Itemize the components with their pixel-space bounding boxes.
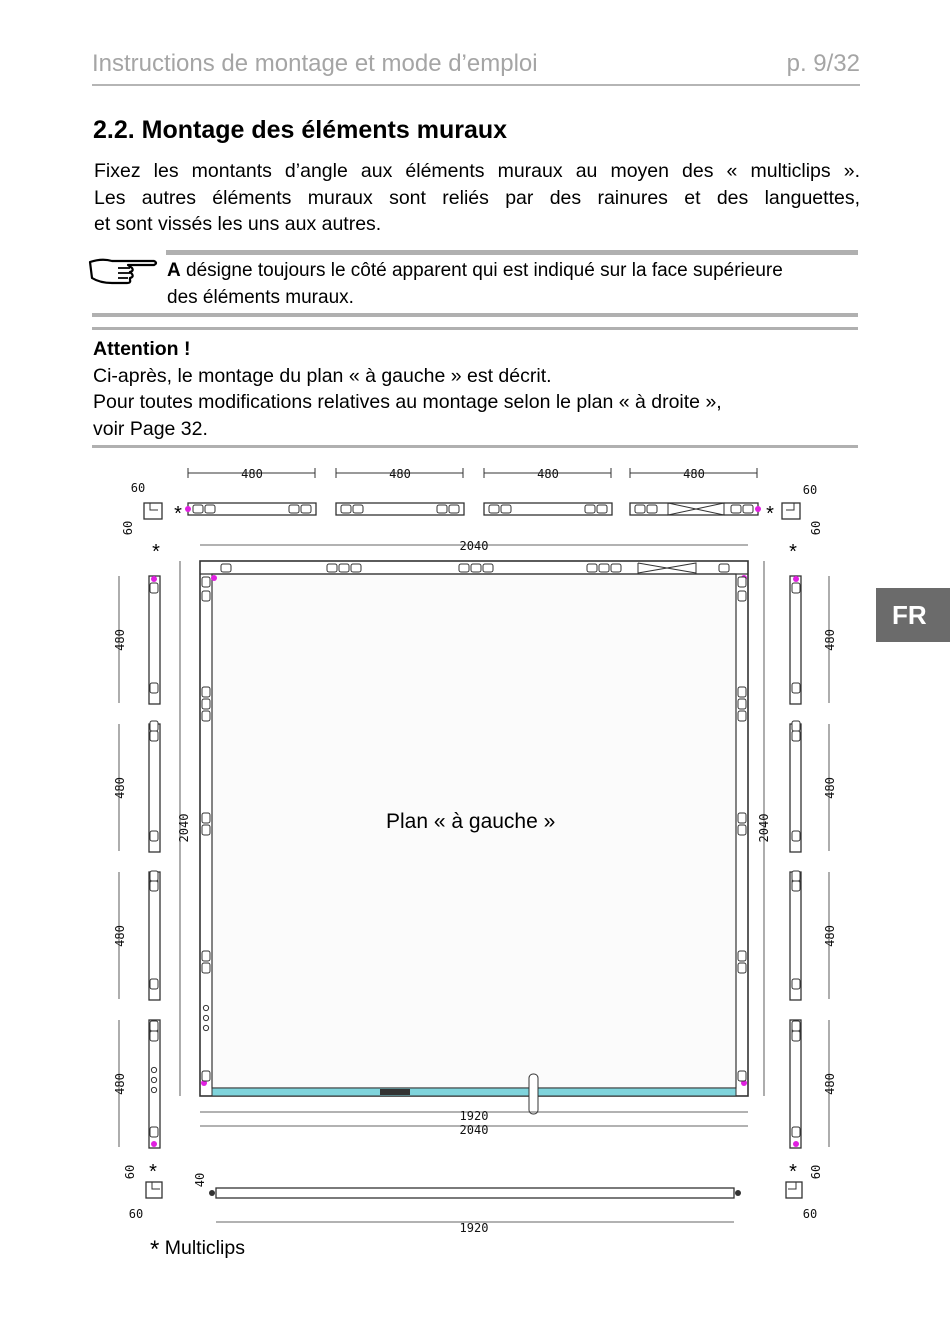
tenon xyxy=(301,505,311,513)
tenon xyxy=(150,731,158,741)
attention-title: Attention ! xyxy=(93,338,191,360)
dimension-label: 1920 xyxy=(459,1221,489,1235)
tenon xyxy=(738,687,746,697)
dimension-label: 480 xyxy=(113,777,127,799)
dimension-label: 60 xyxy=(130,481,146,495)
crossed-panel xyxy=(668,503,724,515)
tenon xyxy=(202,825,210,835)
tenon xyxy=(647,505,657,513)
tenon xyxy=(792,583,800,593)
screw-hole xyxy=(203,1015,208,1020)
dimension-label: 480 xyxy=(823,925,837,947)
dimension-label: 60 xyxy=(802,1207,818,1221)
tenon xyxy=(150,831,158,841)
dimension-label: 480 xyxy=(389,467,411,481)
tenon xyxy=(150,871,158,881)
tenon xyxy=(635,505,645,513)
dimension-label: 40 xyxy=(193,1172,207,1188)
tenon xyxy=(202,963,210,973)
tenon xyxy=(459,564,469,572)
bar-end xyxy=(735,1190,741,1196)
dimension-label: 60 xyxy=(121,520,135,536)
tenon xyxy=(587,564,597,572)
tenon xyxy=(339,564,349,572)
corner-post xyxy=(786,1182,802,1198)
tenon xyxy=(221,564,231,572)
tenon xyxy=(792,979,800,989)
multiclip-star: * xyxy=(149,1161,157,1183)
paragraph-line: Les autres éléments muraux sont reliés par des rainures et des languettes, xyxy=(94,186,860,209)
section-heading: 2.2. Montage des éléments muraux xyxy=(93,116,508,144)
multiclip-star: * xyxy=(789,541,797,563)
tenon xyxy=(738,951,746,961)
corner-post xyxy=(782,503,800,519)
language-tab: FR xyxy=(876,588,950,642)
tenon xyxy=(205,505,215,513)
dimension-label: 60 xyxy=(809,1164,823,1180)
tenon xyxy=(193,505,203,513)
tenon xyxy=(611,564,621,572)
tenon xyxy=(738,963,746,973)
tenon xyxy=(341,505,351,513)
tenon xyxy=(150,721,158,731)
screw-hole xyxy=(203,1025,208,1030)
threshold-bar xyxy=(216,1188,734,1198)
tenon xyxy=(202,813,210,823)
multiclip-star: * xyxy=(789,1161,797,1183)
tenon xyxy=(792,1127,800,1137)
screw-hole xyxy=(151,1087,156,1092)
paragraph-line: Fixez les montants d’angle aux éléments muraux au moyen des « multiclips ». xyxy=(94,160,860,182)
note-bold-letter: A xyxy=(167,260,181,281)
tenon xyxy=(501,505,511,513)
tenon xyxy=(483,564,493,572)
tenon xyxy=(792,721,800,731)
tenon xyxy=(289,505,299,513)
multiclip-star: * xyxy=(766,503,774,525)
door-latch xyxy=(529,1074,538,1114)
tenon xyxy=(599,564,609,572)
corner-post xyxy=(144,503,162,519)
dimension-label: 480 xyxy=(113,1073,127,1095)
dimension-label: 480 xyxy=(683,467,705,481)
corner-post-profile xyxy=(152,1182,160,1189)
dimension-label: 480 xyxy=(823,777,837,799)
tenon xyxy=(738,577,746,587)
tenon xyxy=(489,505,499,513)
tenon xyxy=(792,1031,800,1041)
tenon xyxy=(792,1021,800,1031)
legend xyxy=(150,1236,245,1264)
tenon xyxy=(597,505,607,513)
dimension-label: 60 xyxy=(809,520,823,536)
dimension-label: 2040 xyxy=(459,539,489,553)
dimension-label: 480 xyxy=(113,629,127,651)
corner-post-profile xyxy=(786,503,794,510)
tenon xyxy=(202,591,210,601)
screw-hole xyxy=(203,1005,208,1010)
multiclip-marker xyxy=(211,575,217,581)
tenon xyxy=(150,1127,158,1137)
tenon xyxy=(202,699,210,709)
tenon xyxy=(792,871,800,881)
tenon xyxy=(202,1071,210,1081)
page-number: p. 9/32 xyxy=(786,50,860,77)
multiclip-marker xyxy=(185,506,191,512)
tenon xyxy=(792,731,800,741)
crossed-panel xyxy=(638,563,696,573)
dimension-label: 480 xyxy=(823,1073,837,1095)
tenon xyxy=(585,505,595,513)
tenon xyxy=(792,831,800,841)
tenon xyxy=(471,564,481,572)
dimension-label: 480 xyxy=(537,467,559,481)
tenon xyxy=(738,699,746,709)
tenon xyxy=(150,683,158,693)
dimension-label: 1920 xyxy=(459,1109,489,1123)
tenon xyxy=(202,951,210,961)
multiclip-marker xyxy=(793,1141,799,1147)
bar-end xyxy=(209,1190,215,1196)
multiclip-marker xyxy=(151,576,157,582)
tenon xyxy=(738,1071,746,1081)
tenon xyxy=(150,881,158,891)
tenon xyxy=(743,505,753,513)
plan-label: Plan « à gauche » xyxy=(386,810,556,833)
multiclip-marker xyxy=(755,506,761,512)
corner-post xyxy=(146,1182,162,1198)
tenon xyxy=(202,687,210,697)
tenon xyxy=(150,979,158,989)
note-line-1: désigne toujours le côté apparent qui est indiqué sur la face supérieure xyxy=(180,260,783,281)
multiclip-star: * xyxy=(152,541,160,563)
multiclip-marker xyxy=(793,576,799,582)
attention-line: voir Page 32. xyxy=(93,417,208,440)
tenon xyxy=(719,564,729,572)
tenon xyxy=(738,711,746,721)
legend-label: Multiclips xyxy=(164,1237,245,1259)
note-line-2: des éléments muraux. xyxy=(167,286,354,308)
dimension-label: 2040 xyxy=(459,1123,489,1137)
paragraph-line: et sont vissés les uns aux autres. xyxy=(94,213,382,235)
tenon xyxy=(150,1021,158,1031)
corner-post-profile xyxy=(788,1182,796,1189)
dimension-label: 480 xyxy=(113,925,127,947)
tenon xyxy=(792,881,800,891)
tenon xyxy=(202,711,210,721)
tenon xyxy=(738,813,746,823)
tenon xyxy=(738,825,746,835)
dimension-label: 2040 xyxy=(757,813,771,843)
legend-star: * xyxy=(150,1236,160,1263)
dimension-label: 60 xyxy=(802,483,818,497)
tenon xyxy=(351,564,361,572)
multiclip-marker xyxy=(151,1141,157,1147)
screw-hole xyxy=(151,1067,156,1072)
tenon xyxy=(792,683,800,693)
dimension-label: 480 xyxy=(823,629,837,651)
tenon xyxy=(150,583,158,593)
tenon xyxy=(202,577,210,587)
hinge-bracket xyxy=(380,1089,410,1095)
dimension-label: 2040 xyxy=(177,813,191,843)
multiclip-star: * xyxy=(174,503,182,525)
tenon xyxy=(150,1031,158,1041)
tenon xyxy=(738,591,746,601)
attention-line: Pour toutes modifications relatives au montage selon le plan « à droite », xyxy=(93,391,722,413)
tenon xyxy=(437,505,447,513)
corner-post-profile xyxy=(150,503,158,510)
tenon xyxy=(353,505,363,513)
screw-hole xyxy=(151,1077,156,1082)
attention-line: Ci-après, le montage du plan « à gauche » est décrit. xyxy=(93,364,552,387)
threshold-profile xyxy=(212,1088,736,1096)
tenon xyxy=(327,564,337,572)
header-title: Instructions de montage et mode d’emploi xyxy=(92,50,538,77)
tenon xyxy=(731,505,741,513)
dimension-label: 480 xyxy=(241,467,263,481)
dimension-label: 60 xyxy=(128,1207,144,1221)
tenon xyxy=(449,505,459,513)
dimension-label: 60 xyxy=(123,1164,137,1180)
